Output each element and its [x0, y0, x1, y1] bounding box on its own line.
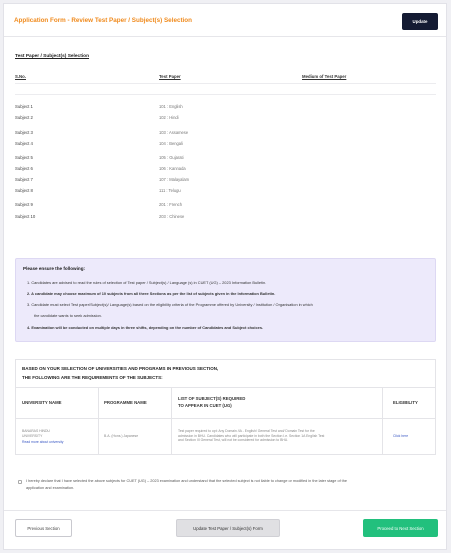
proceed-next-section-button[interactable]: Proceed to Next Section [363, 519, 438, 537]
subject-label: Subject 10 [15, 214, 36, 219]
subject-label: Subject 7 [15, 177, 33, 182]
column-header-test-paper: Test Paper [159, 74, 181, 79]
column-header-subjects: LIST OF SUBJECT(S) REQUIRED TO APPEAR IN CUET (UG) [178, 396, 246, 408]
subject-label: Subject 6 [15, 166, 33, 171]
divider [16, 418, 435, 419]
instructions-box [15, 258, 436, 342]
column-header-university: UNIVERSITY NAME [22, 400, 62, 405]
subject-paper: 111 : Telugu [159, 188, 181, 193]
subject-label: Subject 2 [15, 115, 33, 120]
column-header-sno: S.No. [15, 74, 26, 79]
requirements-heading: BASED ON YOUR SELECTION OF UNIVERSITIES AND PROGRAMS IN PREVIOUS SECTION, THE FOLLOWING ARE THE REQUIREMENTS OF THE SUBJECTS: [22, 366, 219, 380]
subject-label: Subject 8 [15, 188, 33, 193]
divider [382, 388, 383, 454]
subject-paper: 203 : Chinese [159, 214, 185, 219]
column-header-eligibility: ELIGIBILITY [393, 400, 418, 405]
update-button[interactable]: Update [402, 13, 438, 30]
subject-label: Subject 9 [15, 202, 33, 207]
page-title: Application Form - Review Test Paper / Subject(s) Selection [14, 17, 192, 24]
subject-paper: 103 : Assamese [159, 130, 189, 135]
subject-label: Subject 5 [15, 155, 33, 160]
declaration-checkbox[interactable] [18, 480, 22, 484]
subject-paper: 106 : Kannada [159, 166, 186, 171]
requirements-table [15, 359, 436, 455]
previous-section-button[interactable]: Previous Section [15, 519, 72, 537]
instruction-item: the candidate wants to seek admission. [34, 313, 102, 318]
instruction-item: 1. Candidates are advised to read the rules of selection of Test paper / Subject(s) / Language (s) in CUET (UG) – 2023 Information Bulletin. [27, 280, 267, 285]
declaration-text: I hereby declare that I have selected the above subjects for CUET (UG) – 2023 examination and understand that the selected subject is not liable to change or modified in the later stage of the application and examination. [26, 479, 347, 490]
page-header [4, 4, 446, 37]
subject-paper: 107 : Malayalam [159, 177, 190, 182]
divider [4, 510, 446, 511]
subjects-required: Test paper required to opt: Any Domain /IA - English/ General Test and/ Domain Test for the admission in BHU. Candidates who will participate in both the Section I.e. Section 1A English Test and Section III General Test, will not be considered for admission to BHU. [178, 429, 325, 443]
divider [98, 388, 99, 454]
university-name: BANARAS HINDU UNIVERSITY [22, 429, 50, 438]
subject-paper: 201 : French [159, 202, 182, 207]
subject-paper: 105 : Gujarati [159, 155, 184, 160]
subject-label: Subject 1 [15, 104, 33, 109]
instruction-item: 2. A candidate may choose maximum of 10 subjects from all three Sections as per the list of subjects given in the Information Bulletin. [27, 291, 276, 296]
divider [15, 83, 436, 84]
instructions-title: Please ensure the following: [23, 266, 86, 271]
programme-name: B.A. (Hons.) Japanese [104, 434, 139, 438]
university-details-link[interactable]: Read more about university [22, 440, 64, 444]
divider [15, 94, 436, 95]
column-header-programme: PROGRAMME NAME [104, 400, 147, 405]
update-subjects-form-button[interactable]: Update Test Paper / Subject(s) Form [176, 519, 280, 537]
column-header-medium: Medium of Test Paper [302, 74, 347, 79]
divider [171, 388, 172, 454]
subject-paper: 102 : Hindi [159, 115, 179, 120]
instruction-item: 3. Candidate must select Test paper/Subject(s)/ Language(s) based on the eligibility criteria of the Programme offered by University / Institution / Organisation in which [27, 302, 313, 307]
subject-label: Subject 4 [15, 141, 33, 146]
application-form-page [3, 3, 447, 550]
subject-paper: 101 : English [159, 104, 183, 109]
eligibility-link[interactable]: Click here [393, 434, 409, 438]
instruction-item: 4. Examination will be conducted on multiple days in three shifts, depending on the number of Candidates and Subject choices. [27, 325, 264, 330]
subject-label: Subject 3 [15, 130, 33, 135]
divider [16, 387, 435, 388]
selection-title: Test Paper / Subject(s) Selection [15, 54, 90, 59]
subject-paper: 104 : Bengali [159, 141, 183, 146]
